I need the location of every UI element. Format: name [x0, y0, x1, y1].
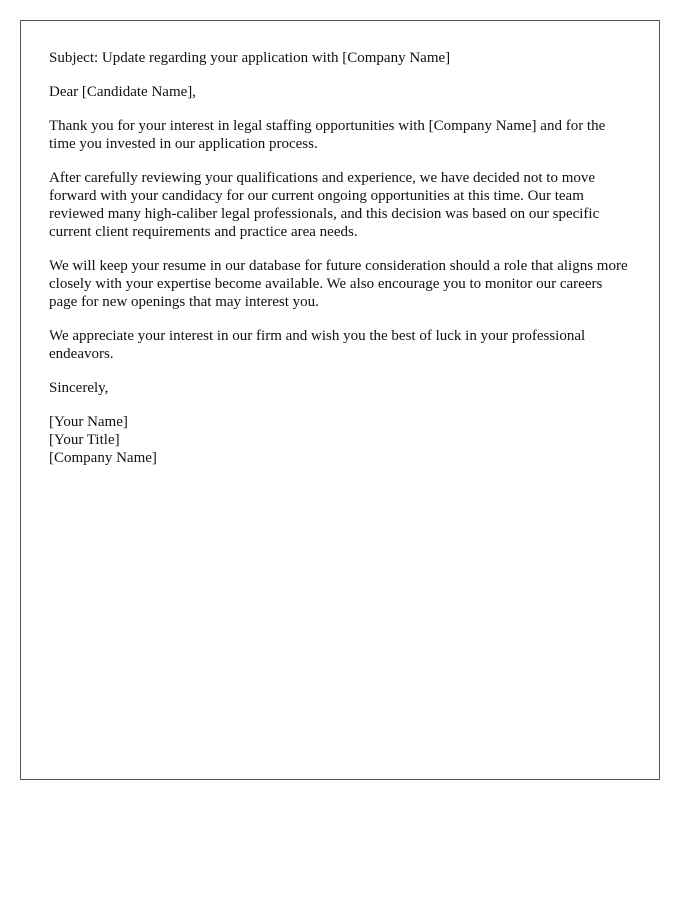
signature-block — [49, 413, 631, 467]
letter-paragraph-3: We will keep your resume in our database for future consideration should a role that aligns more closely with your expertise become available. We also encourage you to monitor our careers page for new openings that may interest you. — [49, 258, 628, 310]
letter-subject: Subject: Update regarding your application with [Company Name] — [49, 50, 451, 66]
signature-name: [Your Name] — [49, 414, 128, 430]
letter-paragraph-2: After carefully reviewing your qualifications and experience, we have decided not to move forward with your candidacy for our current ongoing opportunities at this time. Our team reviewed many high-caliber legal professionals, and this decision was based on our specific current client requirements and practice area needs. — [49, 170, 600, 240]
letter-salutation: Dear [Candidate Name], — [49, 84, 197, 100]
letter-paragraph-4: We appreciate your interest in our firm and wish you the best of luck in your professional endeavors. — [49, 328, 586, 362]
letter-page — [20, 20, 660, 780]
letter-closing: Sincerely, — [49, 380, 109, 396]
signature-company: [Company Name] — [49, 450, 157, 466]
letter-paragraph-1: Thank you for your interest in legal staffing opportunities with [Company Name] and for the time you invested in our application process. — [49, 118, 606, 152]
signature-title: [Your Title] — [49, 432, 120, 448]
